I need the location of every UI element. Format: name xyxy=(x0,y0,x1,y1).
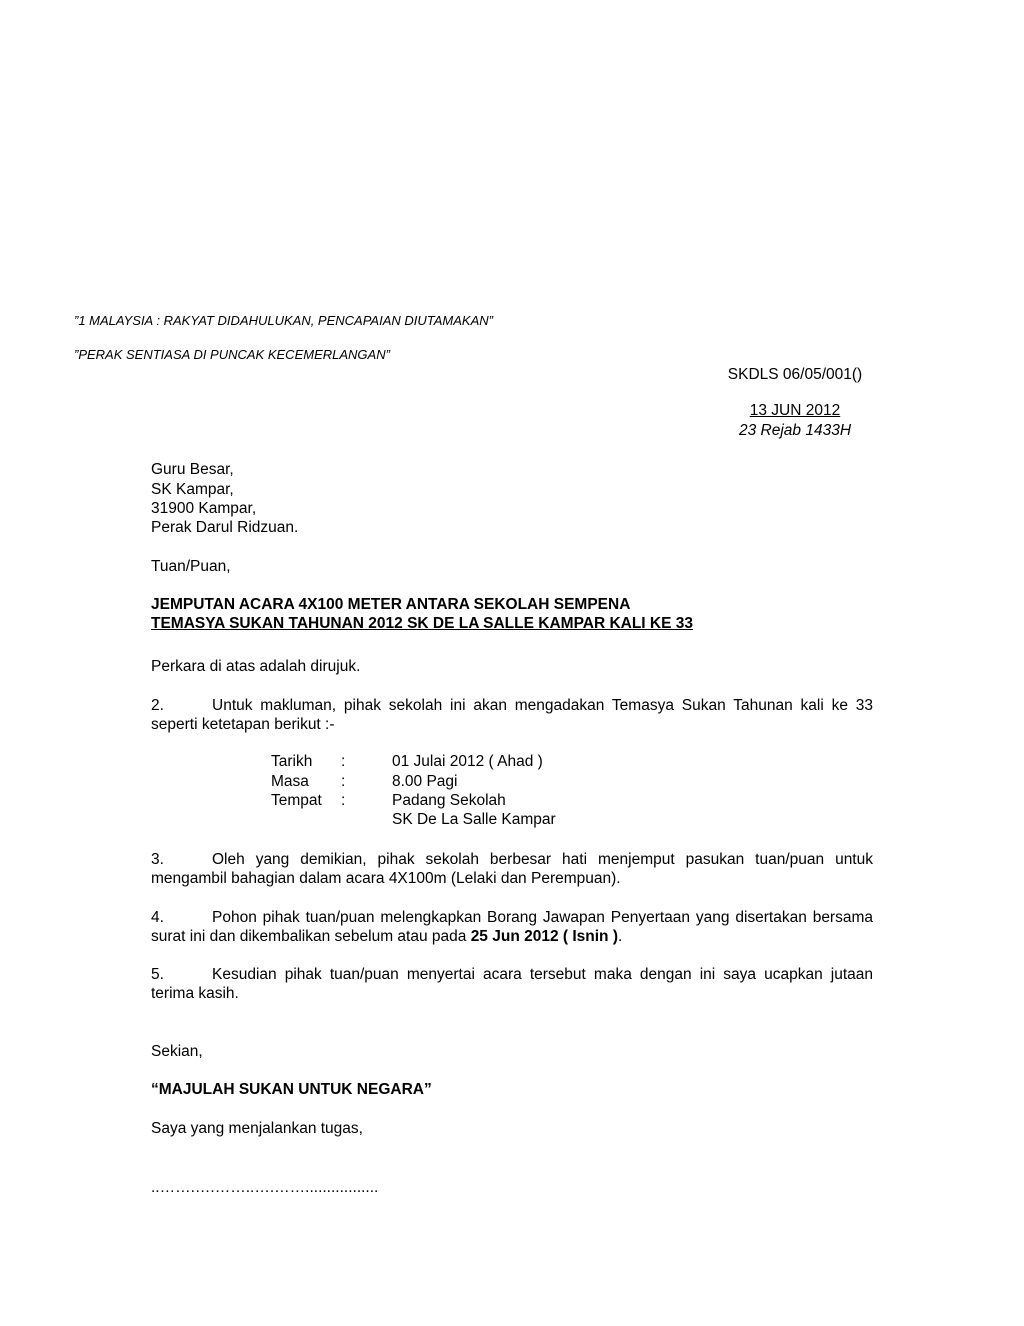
schedule-value-tarikh: 01 Julai 2012 ( Ahad ) xyxy=(392,753,543,770)
paragraph-2 xyxy=(151,696,873,734)
paragraph-3 xyxy=(151,850,873,888)
hijri-date: 23 Rejab 1433H xyxy=(738,422,852,439)
paragraph-text: Pohon pihak tuan/puan melengkapkan Borang Jawapan Penyertaan yang disertakan bersama surat ini dan dikembalikan sebelum atau pada xyxy=(151,909,873,945)
paragraph-text: Kesudian pihak tuan/puan menyertai acara tersebut maka dengan ini saya ucapkan jutaan terima kasih. xyxy=(151,966,873,1002)
subject-line-2: TEMASYA SUKAN TAHUNAN 2012 SK DE LA SALLE KAMPAR KALI KE 33 xyxy=(151,615,693,632)
subject-line-1: JEMPUTAN ACARA 4X100 METER ANTARA SEKOLAH SEMPENA xyxy=(151,596,631,613)
salutation: Tuan/Puan, xyxy=(151,558,231,575)
recipient-line-1: Guru Besar, xyxy=(151,461,234,478)
reference-number: SKDLS 06/05/001() xyxy=(727,366,863,383)
schedule-colon: : xyxy=(341,773,346,790)
schedule-label-tarikh: Tarikh xyxy=(271,753,313,770)
paragraph-text: Oleh yang demikian, pihak sekolah berbesar hati menjemput pasukan tuan/puan untuk mengambil bahagian dalam acara 4X100m (Lelaki dan Perempuan). xyxy=(151,851,873,887)
schedule-colon: : xyxy=(341,753,346,770)
reply-deadline: 25 Jun 2012 ( Isnin ) xyxy=(470,928,618,945)
paragraph-5 xyxy=(151,965,873,1003)
signature-line: ..…….….……..….……................. xyxy=(151,1179,379,1196)
schedule-label-tempat: Tempat xyxy=(271,792,322,809)
recipient-line-3: 31900 Kampar, xyxy=(151,500,257,517)
schedule-colon: : xyxy=(341,792,346,809)
recipient-line-4: Perak Darul Ridzuan. xyxy=(151,519,299,536)
intro-text: Perkara di atas adalah dirujuk. xyxy=(151,658,361,675)
paragraph-number: 3. xyxy=(151,851,164,868)
motto-1malaysia: ”1 MALAYSIA : RAKYAT DIDAHULUKAN, PENCAPAIAN DIUTAMAKAN” xyxy=(74,313,493,328)
paragraph-text: Untuk makluman, pihak sekolah ini akan mengadakan Temasya Sukan Tahunan kali ke 33 seperti ketetapan berikut :- xyxy=(151,697,873,733)
motto-perak: ”PERAK SENTIASA DI PUNCAK KECEMERLANGAN” xyxy=(74,347,390,362)
closing-sign-off: Saya yang menjalankan tugas, xyxy=(151,1120,363,1137)
paragraph-end: . xyxy=(618,928,623,945)
schedule-value-masa: 8.00 Pagi xyxy=(392,773,458,790)
closing-sekian: Sekian, xyxy=(151,1043,203,1060)
schedule-value-tempat: Padang Sekolah xyxy=(392,792,506,809)
schedule-label-masa: Masa xyxy=(271,773,309,790)
closing-slogan: “MAJULAH SUKAN UNTUK NEGARA” xyxy=(151,1081,432,1098)
paragraph-number: 2. xyxy=(151,697,164,714)
paragraph-number: 4. xyxy=(151,909,164,926)
schedule-value-tempat-extra: SK De La Salle Kampar xyxy=(392,811,556,828)
paragraph-number: 5. xyxy=(151,966,164,983)
recipient-line-2: SK Kampar, xyxy=(151,481,234,498)
paragraph-4 xyxy=(151,908,873,946)
letter-date: 13 JUN 2012 xyxy=(749,402,841,419)
